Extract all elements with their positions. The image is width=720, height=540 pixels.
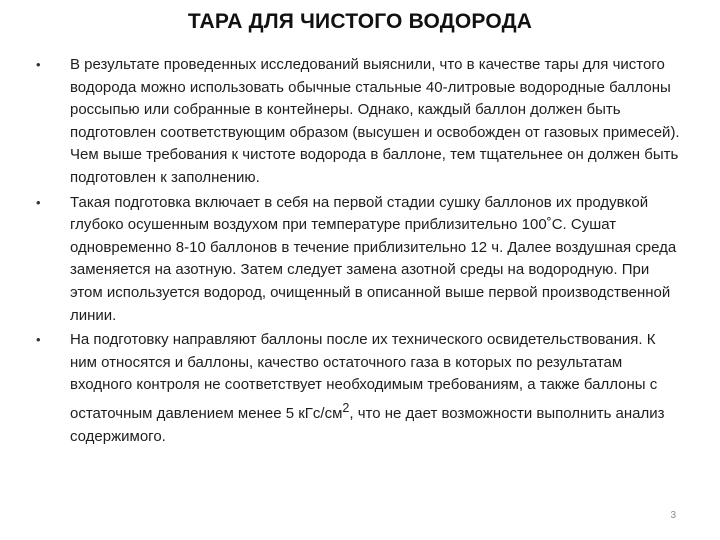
bullet-text: В результате проведенных исследований выяснили, что в качестве тары для чистого водорода можно использовать обычные стальные 40-литровые водородные баллоны россыпью или собранные в контейнеры. Однако, каждый баллон должен быть подготовлен соответствующим образом (высушен и освобожден от газовых примесей). Чем выше требования к чистоте водорода в баллоне, тем тщательнее он должен быть подготовлен к заполнению. bbox=[70, 56, 680, 186]
bullet-icon: • bbox=[36, 57, 41, 72]
bullet-item bbox=[36, 192, 686, 328]
bullet-item bbox=[36, 329, 686, 448]
bullet-icon: • bbox=[36, 332, 41, 348]
bullet-text-end: , что не дает возможности выполнить анализ содержимого. bbox=[70, 404, 665, 445]
bullet-list bbox=[36, 54, 686, 450]
bullet-text: На подготовку направляют баллоны после их технического освидетельствования. К ним относятся и баллоны, качество остаточного газа в которых по результатам входного контроля не соответствует необходимым требованиям, а также баллоны с остаточным давлением менее 5 кГс/см bbox=[70, 331, 658, 422]
slide-title: ТАРА ДЛЯ ЧИСТОГО ВОДОРОДА bbox=[187, 10, 533, 33]
superscript: 2 bbox=[342, 400, 350, 415]
bullet-item bbox=[36, 54, 686, 190]
bullet-text: Такая подготовка включает в себя на первой стадии сушку баллонов их продувкой глубоко осушенным воздухом при температуре приблизительно 100˚С. Сушат одновременно 8-10 баллонов в течение приблизительно 12 ч. Далее воздушная среда заменяется на азотную. Затем следует замена азотной среды на водородную. При этом используется водород, очищенный в описанной выше первой производственной линии. bbox=[70, 193, 677, 324]
page-number: 3 bbox=[670, 510, 676, 521]
bullet-icon: • bbox=[36, 194, 41, 210]
